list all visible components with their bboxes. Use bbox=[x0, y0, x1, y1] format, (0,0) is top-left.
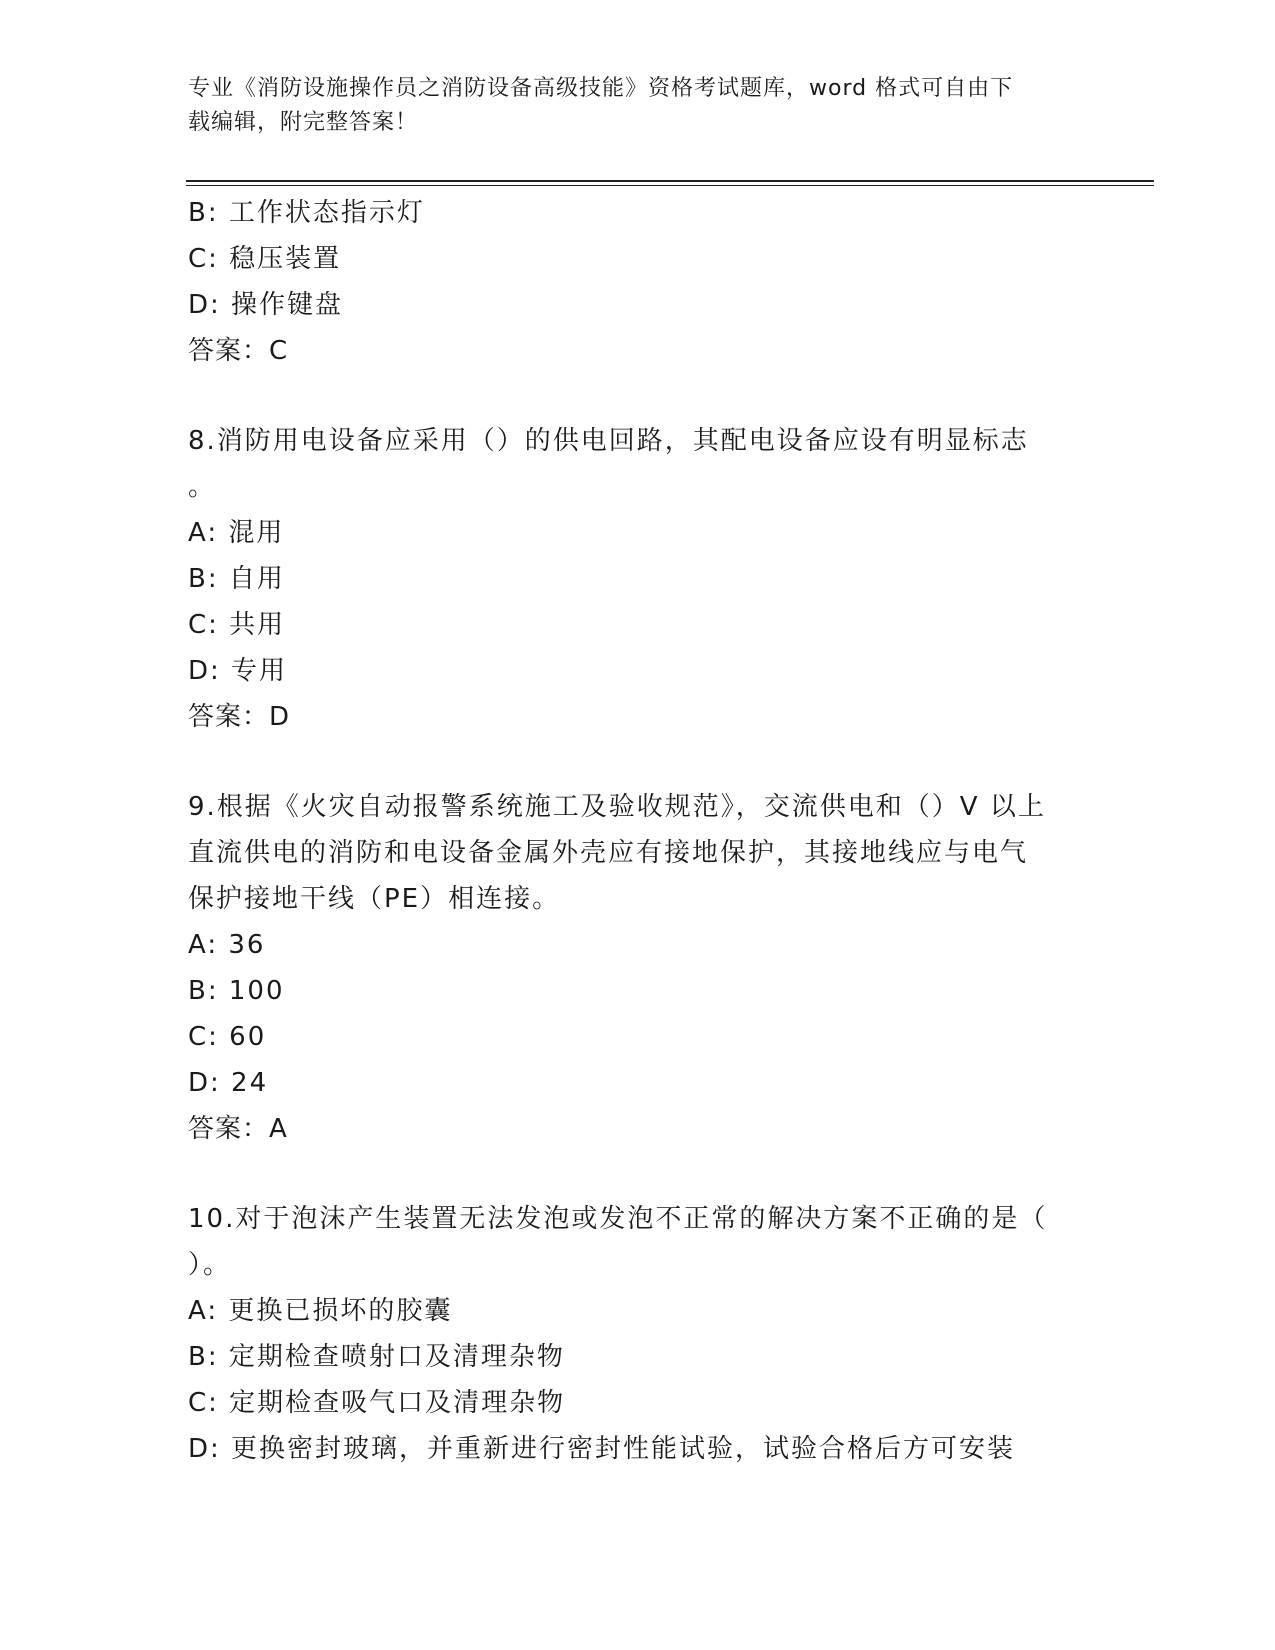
question-text-line: 直流供电的消防和电设备金属外壳应有接地保护，其接地线应与电气 bbox=[188, 838, 1029, 868]
option-c: C: 定期检查吸气口及清理杂物 bbox=[188, 1388, 566, 1418]
header-rule-thick bbox=[186, 180, 1154, 182]
answer: 答案：C bbox=[188, 336, 289, 366]
option-d: D: 操作键盘 bbox=[188, 290, 344, 320]
question-text-line: 。 bbox=[188, 472, 217, 502]
question-list bbox=[188, 190, 1088, 1472]
question-text-line: 10.对于泡沫产生装置无法发泡或发泡不正常的解决方案不正确的是（ bbox=[188, 1204, 1048, 1234]
question-text-line: ）。 bbox=[188, 1250, 232, 1280]
question-text-line: 8.消防用电设备应采用（）的供电回路，其配电设备应设有明显标志 bbox=[188, 426, 1029, 456]
spacer bbox=[188, 1152, 1088, 1196]
option-b: B: 自用 bbox=[188, 564, 285, 594]
option-d: D: 更换密封玻璃，并重新进行密封性能试验，试验合格后方可安装 bbox=[188, 1434, 1016, 1464]
spacer bbox=[188, 740, 1088, 784]
question-9 bbox=[188, 784, 1088, 1152]
header-line-1: 专业《消防设施操作员之消防设备高级技能》资格考试题库，word 格式可自由下 bbox=[188, 76, 1014, 101]
option-c: C: 共用 bbox=[188, 610, 286, 640]
option-d: D: 24 bbox=[188, 1068, 269, 1098]
question-10 bbox=[188, 1196, 1088, 1472]
option-c: C: 60 bbox=[188, 1022, 267, 1052]
answer: 答案：D bbox=[188, 702, 291, 732]
previous-question bbox=[188, 190, 1088, 374]
option-a: A: 更换已损坏的胶囊 bbox=[188, 1296, 453, 1326]
header-rule-thin bbox=[186, 185, 1154, 186]
question-text-line: 9.根据《火灾自动报警系统施工及验收规范》，交流供电和（）V 以上 bbox=[188, 792, 1046, 822]
option-d: D: 专用 bbox=[188, 656, 288, 686]
question-8 bbox=[188, 418, 1088, 740]
option-c: C: 稳压装置 bbox=[188, 244, 342, 274]
document-header bbox=[188, 72, 1088, 140]
spacer bbox=[188, 374, 1088, 418]
answer: 答案：A bbox=[188, 1114, 288, 1144]
option-a: A: 混用 bbox=[188, 518, 285, 548]
option-a: A: 36 bbox=[188, 930, 266, 960]
option-b: B: 工作状态指示灯 bbox=[188, 198, 425, 228]
question-text-line: 保护接地干线（PE）相连接。 bbox=[188, 884, 561, 914]
option-b: B: 100 bbox=[188, 976, 285, 1006]
header-line-2: 载编辑，附完整答案！ bbox=[188, 110, 419, 135]
option-b: B: 定期检查喷射口及清理杂物 bbox=[188, 1342, 565, 1372]
